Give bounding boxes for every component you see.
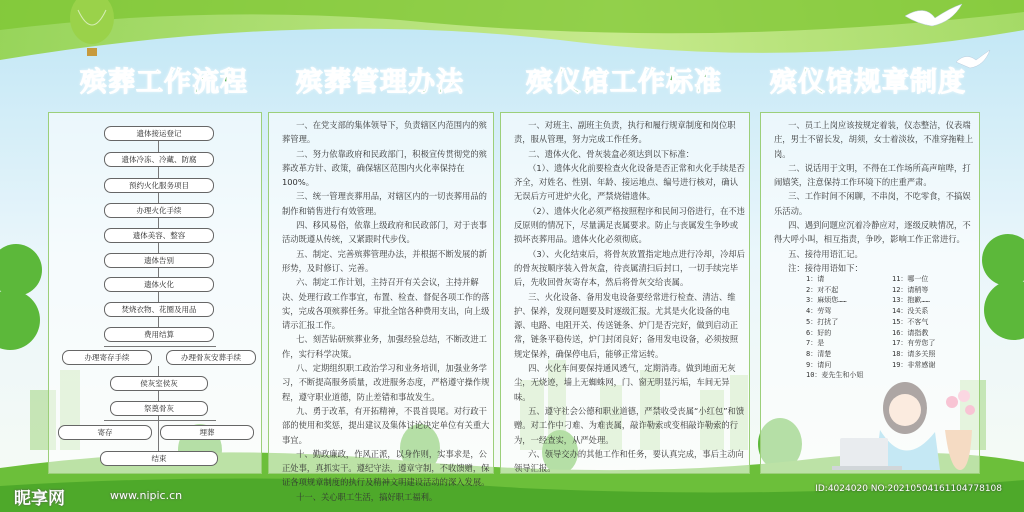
flow-step: 办理火化手续 bbox=[104, 203, 214, 218]
management-item: 八、定期组织职工政治学习和业务培训，加强业务学习，不断提高服务质量，改进服务态度，严格遵守操作规程，遵守职业道德，防止差错和事故发生。 bbox=[282, 363, 490, 402]
flow-step: 预约火化服务项目 bbox=[104, 178, 214, 193]
greetings-list-right bbox=[892, 274, 972, 370]
greeting-item: 2：对不起 bbox=[806, 285, 839, 294]
title-funeral-workflow: 殡葬工作流程 bbox=[80, 67, 248, 98]
standards-item: 一、对班主、副班主负责，执行和履行规章制度和岗位职责，服从管理，努力完成工作任务。 bbox=[514, 120, 736, 145]
greeting-item: 14：没关系 bbox=[892, 307, 929, 316]
greeting-item: 16：请指教 bbox=[892, 328, 929, 337]
standards-item: 五、遵守社会公德和职业道德，严禁收受丧属“小红包”和馈赠。对工作中刁难、为难丧属，敲诈勒索或变相敲诈勒索的行为，一经查实，从严处理。 bbox=[514, 405, 745, 445]
standards-item: （2）、遗体火化必须严格按照程序和民间习俗进行，在不违反原则的情况下，尽量满足丧属要求。防止与丧属发生争吵或损坏丧葬用品。遗体火化必须彻底。 bbox=[514, 205, 745, 245]
rules-item: 注：接待用语如下： bbox=[788, 262, 863, 273]
greeting-item: 5：打扰了 bbox=[806, 317, 839, 326]
greeting-item: 19：非常感谢 bbox=[892, 360, 936, 369]
management-text bbox=[282, 118, 492, 504]
management-item: 十一、关心职工生活，搞好职工福利。 bbox=[296, 491, 438, 502]
greeting-item: 7：是 bbox=[806, 339, 825, 348]
standards-item: 四、火化车间要保持通风透气，定期消毒。做到地面无灰尘，无烧迹，墙上无蜘蛛网，门、窗无明显污垢，车间无异味。 bbox=[514, 363, 736, 402]
management-item: 三、统一管理丧葬用品，对辖区内的一切丧葬用品的制作和销售进行有效管理。 bbox=[282, 191, 487, 216]
management-item: 七、刻苦钻研殡葬业务，加强经验总结，不断改进工作，实行科学决策。 bbox=[282, 334, 487, 359]
watermark-url: www.nipic.cn bbox=[110, 489, 183, 502]
watermark-id bbox=[815, 483, 1002, 495]
flow-step: 费用结算 bbox=[104, 327, 214, 342]
flow-step: 办理寄存手续 bbox=[62, 350, 152, 365]
flow-step: 遗体火化 bbox=[104, 277, 214, 292]
standards-item: （1）、遗体火化前要检查火化设备是否正常和火化手续是否齐全，对姓名、性别、年龄、接运地点、编号进行核对，确认无误后方可进炉火化，严禁烧错遗体。 bbox=[514, 162, 745, 202]
flow-step: 侯灰室侯灰 bbox=[110, 376, 208, 391]
greeting-item: 4：劳驾 bbox=[806, 307, 832, 316]
greeting-item: 6：好的 bbox=[806, 328, 832, 337]
flow-step: 遗体告别 bbox=[104, 253, 214, 268]
management-item: 四、移风易俗，依靠上级政府和民政部门，对于丧事活动既遵从传统，又紧跟时代步伐。 bbox=[282, 220, 487, 245]
management-item: 十、勤政廉政，作风正派，以身作则，实事求是，公正处事，真抓实干。遵纪守法，遵章守制，不收馈赠，保证各项规章制度的执行及精神文明建设活动的深入发展。 bbox=[282, 448, 490, 488]
flow-step: 焚烧衣物、花圈及用品 bbox=[104, 302, 214, 317]
greeting-item: 9：请问 bbox=[806, 360, 832, 369]
standards-item: 三、火化设备、备用发电设备要经常进行检查、清洁、维护、保养，发现问题要及时逐级汇报。尤其是火化设备的电源、电路、电阻开关、传送链条、炉门是否完好，做到启动正常，链条平稳传送，炉门封闭良好；备用发电设备，必须按照规定保养，确保停电后，能够正常运转。 bbox=[514, 291, 739, 359]
flow-step: 遗体接运登记 bbox=[104, 126, 214, 141]
greeting-item: 8：清楚 bbox=[806, 349, 832, 358]
flow-step: 寄存 bbox=[58, 425, 152, 440]
standards-text bbox=[514, 118, 746, 475]
greeting-item: 15：不客气 bbox=[892, 317, 929, 326]
greeting-item: 1：请 bbox=[806, 275, 825, 283]
watermark-id-line: ID:4024020 NO:20210504161104778108 bbox=[815, 484, 1002, 494]
standards-item: 六、领导交办的其他工作和任务，要认真完成，事后主动向领导汇报。 bbox=[514, 448, 744, 474]
rules-item: 四、遇到问题应沉着冷静应对，逐级反映情况，不得大呼小叫，相互指责，争吵，影响工作正常进行。 bbox=[774, 220, 971, 245]
standards-item: （3）、火化结束后，将骨灰放置指定地点进行冷却，冷却后的骨灰按顺序装入骨灰盒，待丧属清扫后封口，一切手续完毕后，先收回骨灰寄存本，然后将骨灰交给丧属。 bbox=[514, 248, 745, 288]
title-funeral-home-standards: 殡仪馆工作标准 bbox=[526, 67, 722, 98]
rules-item: 一、员工上岗应该按规定着装，仪态整洁，仪表端庄，男士不留长发，胡须，女士着淡妆，不准穿拖鞋上岗。 bbox=[774, 120, 974, 159]
greetings-list-left bbox=[806, 274, 892, 381]
greeting-item: 13：抱歉…… bbox=[892, 296, 930, 305]
flow-step: 埋葬 bbox=[160, 425, 254, 440]
greeting-item: 18：请多关照 bbox=[892, 349, 936, 358]
flow-connector bbox=[104, 346, 216, 347]
flow-connector bbox=[104, 420, 216, 421]
flow-end: 结束 bbox=[100, 451, 218, 466]
rules-item: 五、接待用语汇记。 bbox=[788, 248, 863, 259]
greeting-item: 3：麻烦您…… bbox=[806, 296, 847, 305]
management-item: 二、努力依靠政府和民政部门，积极宣传贯彻党的殡葬改革方针、政策，确保辖区范围内火化率保持在100%。 bbox=[282, 148, 487, 188]
management-item: 九、勇于改革，有开拓精神，不畏首畏尾。对行政干部的使用和奖惩，提出建议及集体讨论决定单位有关重大事宜。 bbox=[282, 405, 490, 445]
rules-item: 二、说话用于文明，不得在工作场所高声喧哗，打闹嬉笑，注意保持工作环境下的庄重严肃。 bbox=[774, 162, 971, 188]
greeting-item: 12：请稍等 bbox=[892, 285, 929, 294]
flow-step: 遗体美容、整容 bbox=[104, 228, 214, 243]
flow-step: 祭奠骨灰 bbox=[110, 401, 208, 416]
standards-item: 二、遗体火化、骨灰装盒必须达到以下标准： bbox=[528, 148, 695, 159]
rules-item: 三、工作时间不闲聊，不串岗，不吃零食，不搞娱乐活动。 bbox=[774, 191, 971, 216]
title-funeral-home-rules: 殡仪馆规章制度 bbox=[770, 67, 966, 98]
greeting-item: 11：哪一位 bbox=[892, 275, 929, 283]
flow-step: 办理骨灰安葬手续 bbox=[166, 350, 256, 365]
management-item: 六、制定工作计划，主持召开有关会议，主持并解决、处理行政工作事宜，布置、检查、督促各项工作的落实，完成各项殡葬任务。审批全馆各种费用支出，向上级请示汇报工作。 bbox=[282, 277, 490, 331]
flow-step: 遗体冷冻、冷藏、防腐 bbox=[104, 152, 214, 167]
greeting-item: 10：麦先生和小姐 bbox=[806, 371, 864, 380]
title-funeral-management: 殡葬管理办法 bbox=[296, 67, 464, 98]
management-item: 五、制定、完善殡葬管理办法，并根据不断发展的新形势，及时修订、完善。 bbox=[282, 248, 487, 273]
rules-text bbox=[774, 118, 974, 275]
greeting-item: 17：有劳您了 bbox=[892, 339, 936, 348]
management-item: 一、在党支部的集体领导下，负责辖区内范围内的殡葬管理。 bbox=[282, 120, 487, 145]
watermark-logo: 昵享网 bbox=[14, 489, 65, 509]
